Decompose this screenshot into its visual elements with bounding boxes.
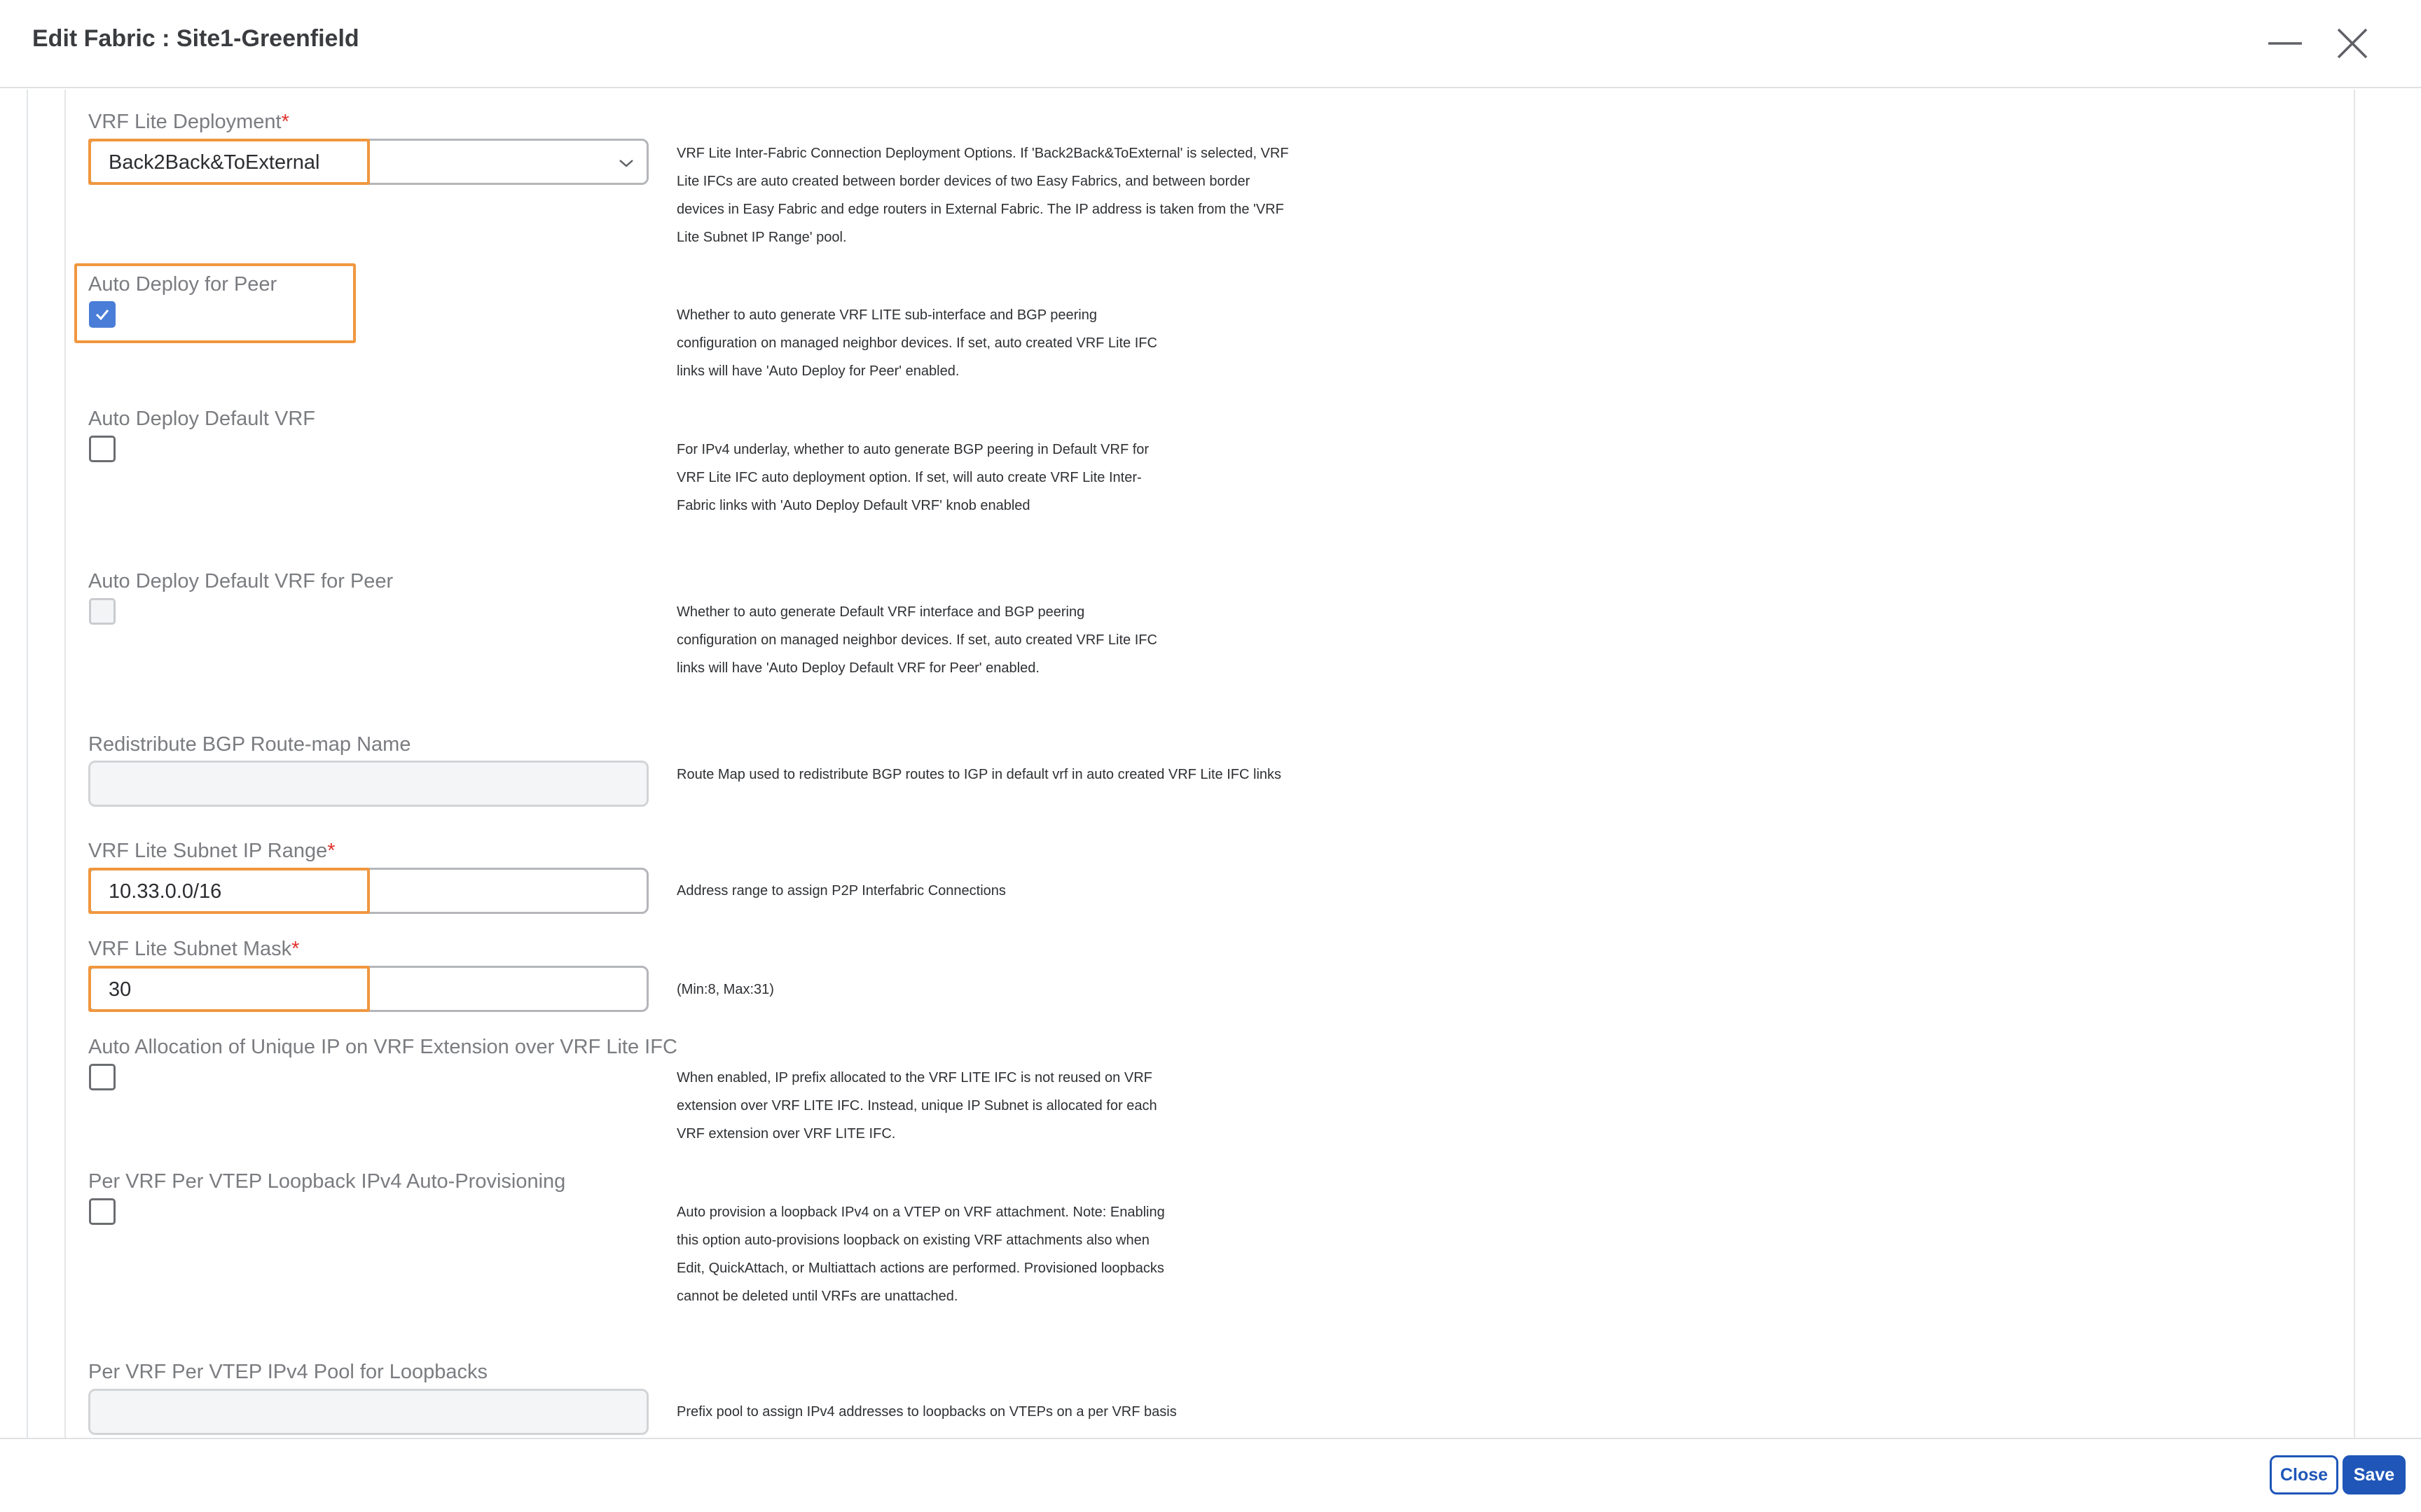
auto-deploy-peer-label: Auto Deploy for Peer: [88, 273, 277, 296]
auto-deploy-default-vrf-peer-help: Whether to auto generate Default VRF interface and BGP peering configuration on managed neighbor devices. If set, auto created VRF Lite IFC links will have 'Auto Deploy Default VRF for Peer' enabled.: [677, 604, 1157, 676]
minimize-button[interactable]: [2263, 21, 2308, 66]
dialog-title: Edit Fabric : Site1-Greenfield: [32, 25, 359, 52]
gutter-line: [27, 90, 28, 1438]
gutter-line: [64, 90, 66, 1438]
auto-deploy-peer-checkbox[interactable]: [89, 301, 116, 328]
auto-deploy-default-vrf-label: Auto Deploy Default VRF: [88, 408, 315, 430]
close-icon: [2330, 21, 2375, 66]
auto-deploy-default-vrf-checkbox[interactable]: [89, 436, 116, 462]
vrf-lite-subnet-ip-range-value: 10.33.0.0/16: [109, 880, 222, 903]
vrf-lite-deployment-value: Back2Back&ToExternal: [109, 151, 320, 174]
vrf-lite-subnet-ip-range-label: VRF Lite Subnet IP Range*: [88, 840, 336, 862]
per-vrf-ipv4-pool-input[interactable]: [88, 1389, 649, 1435]
redistribute-bgp-routemap-input[interactable]: [88, 761, 649, 807]
dialog-header: [0, 0, 2421, 88]
highlight-box: [88, 966, 370, 1012]
auto-deploy-default-vrf-peer-checkbox[interactable]: [89, 598, 116, 625]
highlight-box: [88, 868, 370, 914]
close-button[interactable]: Close: [2270, 1455, 2338, 1494]
vrf-lite-subnet-mask-help: (Min:8, Max:31): [677, 982, 774, 997]
auto-alloc-unique-ip-label: Auto Allocation of Unique IP on VRF Extension over VRF Lite IFC: [88, 1036, 677, 1058]
chevron-down-icon: [617, 156, 635, 170]
per-vrf-loopback-auto-checkbox[interactable]: [89, 1198, 116, 1225]
vrf-lite-deployment-label: VRF Lite Deployment*: [88, 111, 289, 133]
minimize-icon: [2263, 21, 2308, 66]
auto-deploy-default-vrf-peer-label: Auto Deploy Default VRF for Peer: [88, 570, 394, 592]
highlight-box: [88, 139, 370, 185]
vrf-lite-deployment-help: VRF Lite Inter-Fabric Connection Deployment Options. If 'Back2Back&ToExternal' is selected, VRF Lite IFCs are auto created between border devices of two Easy Fabrics, and between border devices in Easy Fabric and edge routers in External Fabric. The IP address is taken from the 'VRF Lite Subnet IP Range' pool.: [677, 146, 1289, 245]
auto-alloc-unique-ip-checkbox[interactable]: [89, 1064, 116, 1090]
vrf-lite-subnet-mask-value: 30: [109, 978, 132, 1001]
auto-alloc-unique-ip-help: When enabled, IP prefix allocated to the VRF LITE IFC is not reused on VRF extension over VRF LITE IFC. Instead, unique IP Subnet is allocated for each VRF extension over VRF LITE IFC.: [677, 1070, 1157, 1142]
redistribute-bgp-routemap-label: Redistribute BGP Route-map Name: [88, 733, 411, 756]
close-dialog-button[interactable]: [2330, 21, 2375, 66]
redistribute-bgp-routemap-help: Route Map used to redistribute BGP routes to IGP in default vrf in auto created VRF Lite IFC links: [677, 767, 1282, 782]
per-vrf-loopback-auto-label: Per VRF Per VTEP Loopback IPv4 Auto-Provisioning: [88, 1170, 566, 1193]
auto-deploy-default-vrf-help: For IPv4 underlay, whether to auto generate BGP peering in Default VRF for VRF Lite IFC auto deployment option. If set, will auto create VRF Lite Inter-Fabric links with 'Auto Deploy Default VRF' knob enabled: [677, 442, 1150, 513]
per-vrf-ipv4-pool-label: Per VRF Per VTEP IPv4 Pool for Loopbacks: [88, 1361, 488, 1383]
vrf-lite-subnet-mask-label: VRF Lite Subnet Mask*: [88, 938, 300, 960]
per-vrf-loopback-auto-help: Auto provision a loopback IPv4 on a VTEP on VRF attachment. Note: Enabling this option auto-provisions loopback on existing VRF attachments also when Edit, QuickAttach, or Multiattach actions are performed. Provisioned loopbacks cannot be deleted until VRFs are unattached.: [677, 1205, 1165, 1304]
dialog-footer: [0, 1438, 2421, 1512]
vrf-lite-subnet-ip-range-help: Address range to assign P2P Interfabric Connections: [677, 883, 1006, 899]
auto-deploy-peer-help: Whether to auto generate VRF LITE sub-interface and BGP peering configuration on managed neighbor devices. If set, auto created VRF Lite IFC links will have 'Auto Deploy for Peer' enabled.: [677, 307, 1157, 379]
per-vrf-ipv4-pool-help: Prefix pool to assign IPv4 addresses to loopbacks on VTEPs on a per VRF basis: [677, 1404, 1177, 1420]
checkmark-icon: [95, 307, 110, 322]
save-button[interactable]: Save: [2343, 1455, 2406, 1494]
scrollbar-track[interactable]: [2354, 90, 2355, 1438]
